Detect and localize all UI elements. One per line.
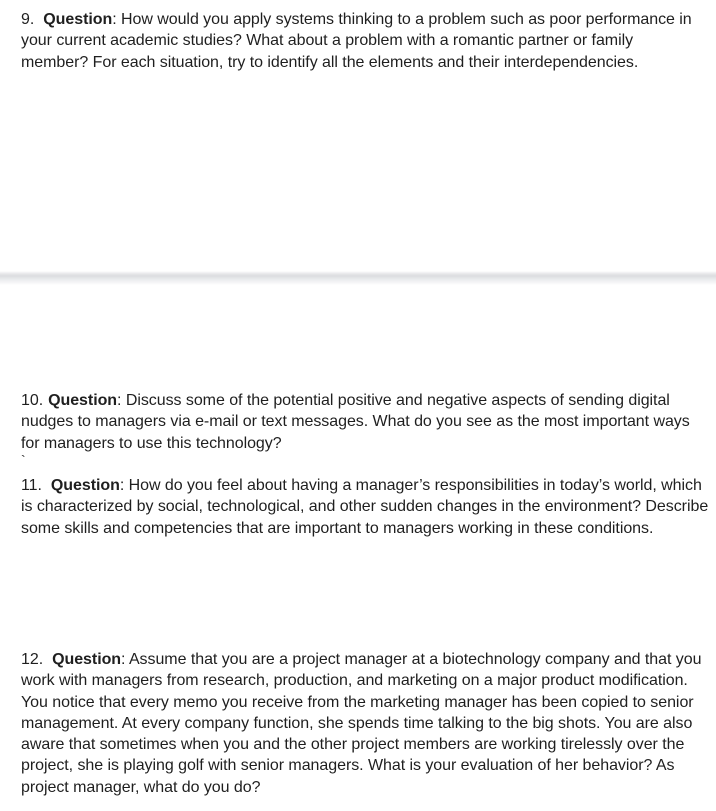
question-label: Question [52, 651, 122, 668]
question-text: : How would you apply systems thinking to a problem such as poor performance in your current academic studies? What about a problem with a romantic partner or family member? For each situation, try to identify all the elements and their interdependencies. [21, 11, 692, 71]
question-label: Question [50, 477, 120, 494]
question-number: 9. [21, 11, 35, 28]
question-12 [21, 649, 715, 798]
question-10 [21, 390, 711, 454]
question-11 [21, 475, 711, 539]
question-number: 10. [21, 392, 44, 409]
page-break-divider [0, 271, 716, 285]
question-text: : How do you feel about having a manager’s responsibilities in today’s world, which is characterized by social, technological, and other sudden changes in the environment? Describe some skills and competencies that are important to managers working in these conditions. [21, 477, 709, 537]
question-9 [21, 9, 701, 73]
question-number: 12. [21, 651, 44, 668]
question-text: : Discuss some of the potential positive and negative aspects of sending digital nudges to managers via e-mail or text messages. What do you see as the most important ways for managers to use this technology? [21, 392, 690, 452]
stray-backtick-mark: ` [21, 452, 26, 468]
question-label: Question [43, 11, 113, 28]
question-number: 11. [21, 477, 42, 494]
question-text: : Assume that you are a project manager at a biotechnology company and that you work with managers from research, production, and marketing on a major product modification. You notice that every memo you receive from the marketing manager has been copied to senior management. At every company function, she spends time talking to the big shots. You are also aware that sometimes when you and the other project members are working tirelessly over the project, she is playing golf with senior managers. What is your evaluation of her behavior? As project manager, what do you do? [21, 651, 702, 796]
question-label: Question [48, 392, 118, 409]
